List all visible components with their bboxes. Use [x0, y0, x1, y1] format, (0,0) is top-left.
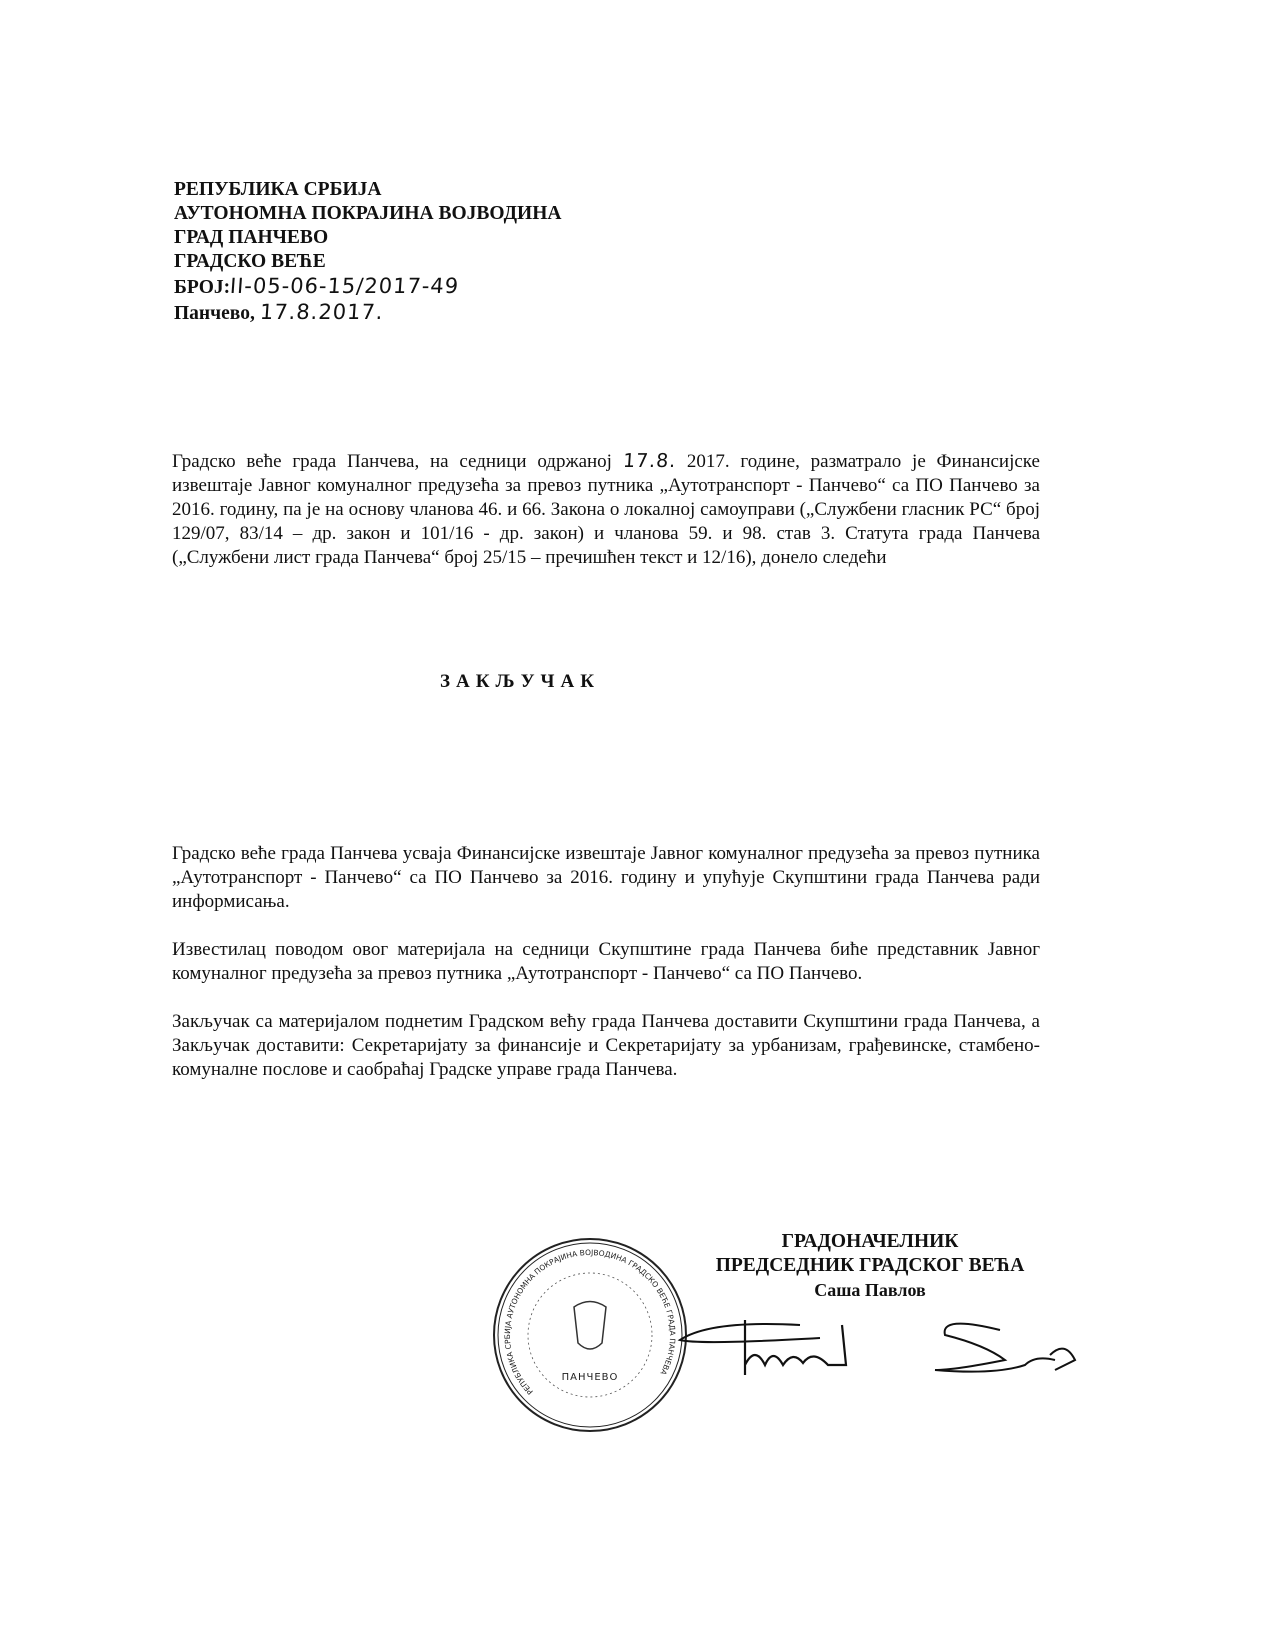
signatory-name: Саша Павлов	[814, 1280, 926, 1300]
stamp-city: ПАНЧЕВО	[561, 1372, 619, 1383]
signatory-title-mayor: ГРАДОНАЧЕЛНИК	[781, 1231, 959, 1252]
header-line-council: ГРАДСКО ВЕЋЕ	[174, 251, 326, 272]
document-title: ЗАКЉУЧАК	[440, 671, 600, 692]
stamp-ring-text: РЕПУБЛИКА СРБИЈА АУТОНОМНА ПОКРАЈИНА ВОЈВОДИНА ГРАДСКО ВЕЋЕ ГРАДА ПАНЧЕВА	[502, 1248, 678, 1397]
number-label: БРОЈ:	[174, 277, 231, 298]
handwritten-number: II-05-06-15/2017-49	[229, 274, 461, 298]
handwritten-session-date: 17.8.	[621, 450, 677, 472]
conclusion-paragraph-2: Известилац поводом овог материјала на седници Скупштине града Панчева биће представник Јавног комуналног предузећа за превоз путника „Аутотранспорт - Панчево“ са ПО Панчево.	[172, 939, 1040, 984]
header-line-city: ГРАД ПАНЧЕВО	[174, 227, 329, 248]
header-line-republic: РЕПУБЛИКА СРБИЈА	[174, 179, 382, 200]
signature-block	[715, 1230, 1025, 1302]
document-date	[174, 300, 561, 326]
intro-paragraph	[172, 449, 1040, 570]
document-body	[172, 449, 1040, 1082]
place-label: Панчево,	[174, 303, 255, 324]
document-header	[174, 178, 561, 326]
handwritten-date: 17.8.2017.	[258, 300, 385, 324]
document-number	[174, 274, 561, 300]
conclusion-paragraph-1: Градско веће града Панчева усваја Финансијске извештаје Јавног комуналног предузећа за превоз путника „Аутотранспорт - Панчево“ са ПО Панчево за 2016. годину и упућује Скупштини града Панчева ради информисања.	[172, 843, 1040, 912]
intro-after-date: 2017. године, разматрало је Финансијске извештаје Јавног комуналног предузећа за превоз путника „Аутотранспорт - Панчево“ са ПО Панчево за 2016. годину, па је на основу чланова 46. и 66. Закона о локалној самоуправи („Службени гласник РС“ број 129/07, 83/14 – др. закон и 101/16 - др. закон) и чланова 59. и 98. став 3. Статута града Панчева („Службени лист града Панчева“ број 25/15 – пречишћен текст и 12/16), донело следећи	[172, 451, 1040, 568]
intro-before-date: Градско веће града Панчева, на седници одржаној	[172, 451, 623, 472]
handwritten-signature	[650, 1315, 1080, 1395]
conclusion-paragraph-3: Закључак са материјалом поднетим Градском већу града Панчева доставити Скупштини града Панчева, а Закључак доставити: Секретаријату за финансије и Секретаријату за урбанизам, грађевинске, стамбено-комуналне послове и саобраћај Градске управе града Панчева.	[172, 1011, 1040, 1080]
header-line-province: АУТОНОМНА ПОКРАЈИНА ВОЈВОДИНА	[174, 203, 562, 224]
coat-of-arms-icon	[574, 1302, 606, 1350]
signatory-title-president: ПРЕДСЕДНИК ГРАДСКОГ ВЕЋА	[715, 1255, 1025, 1276]
